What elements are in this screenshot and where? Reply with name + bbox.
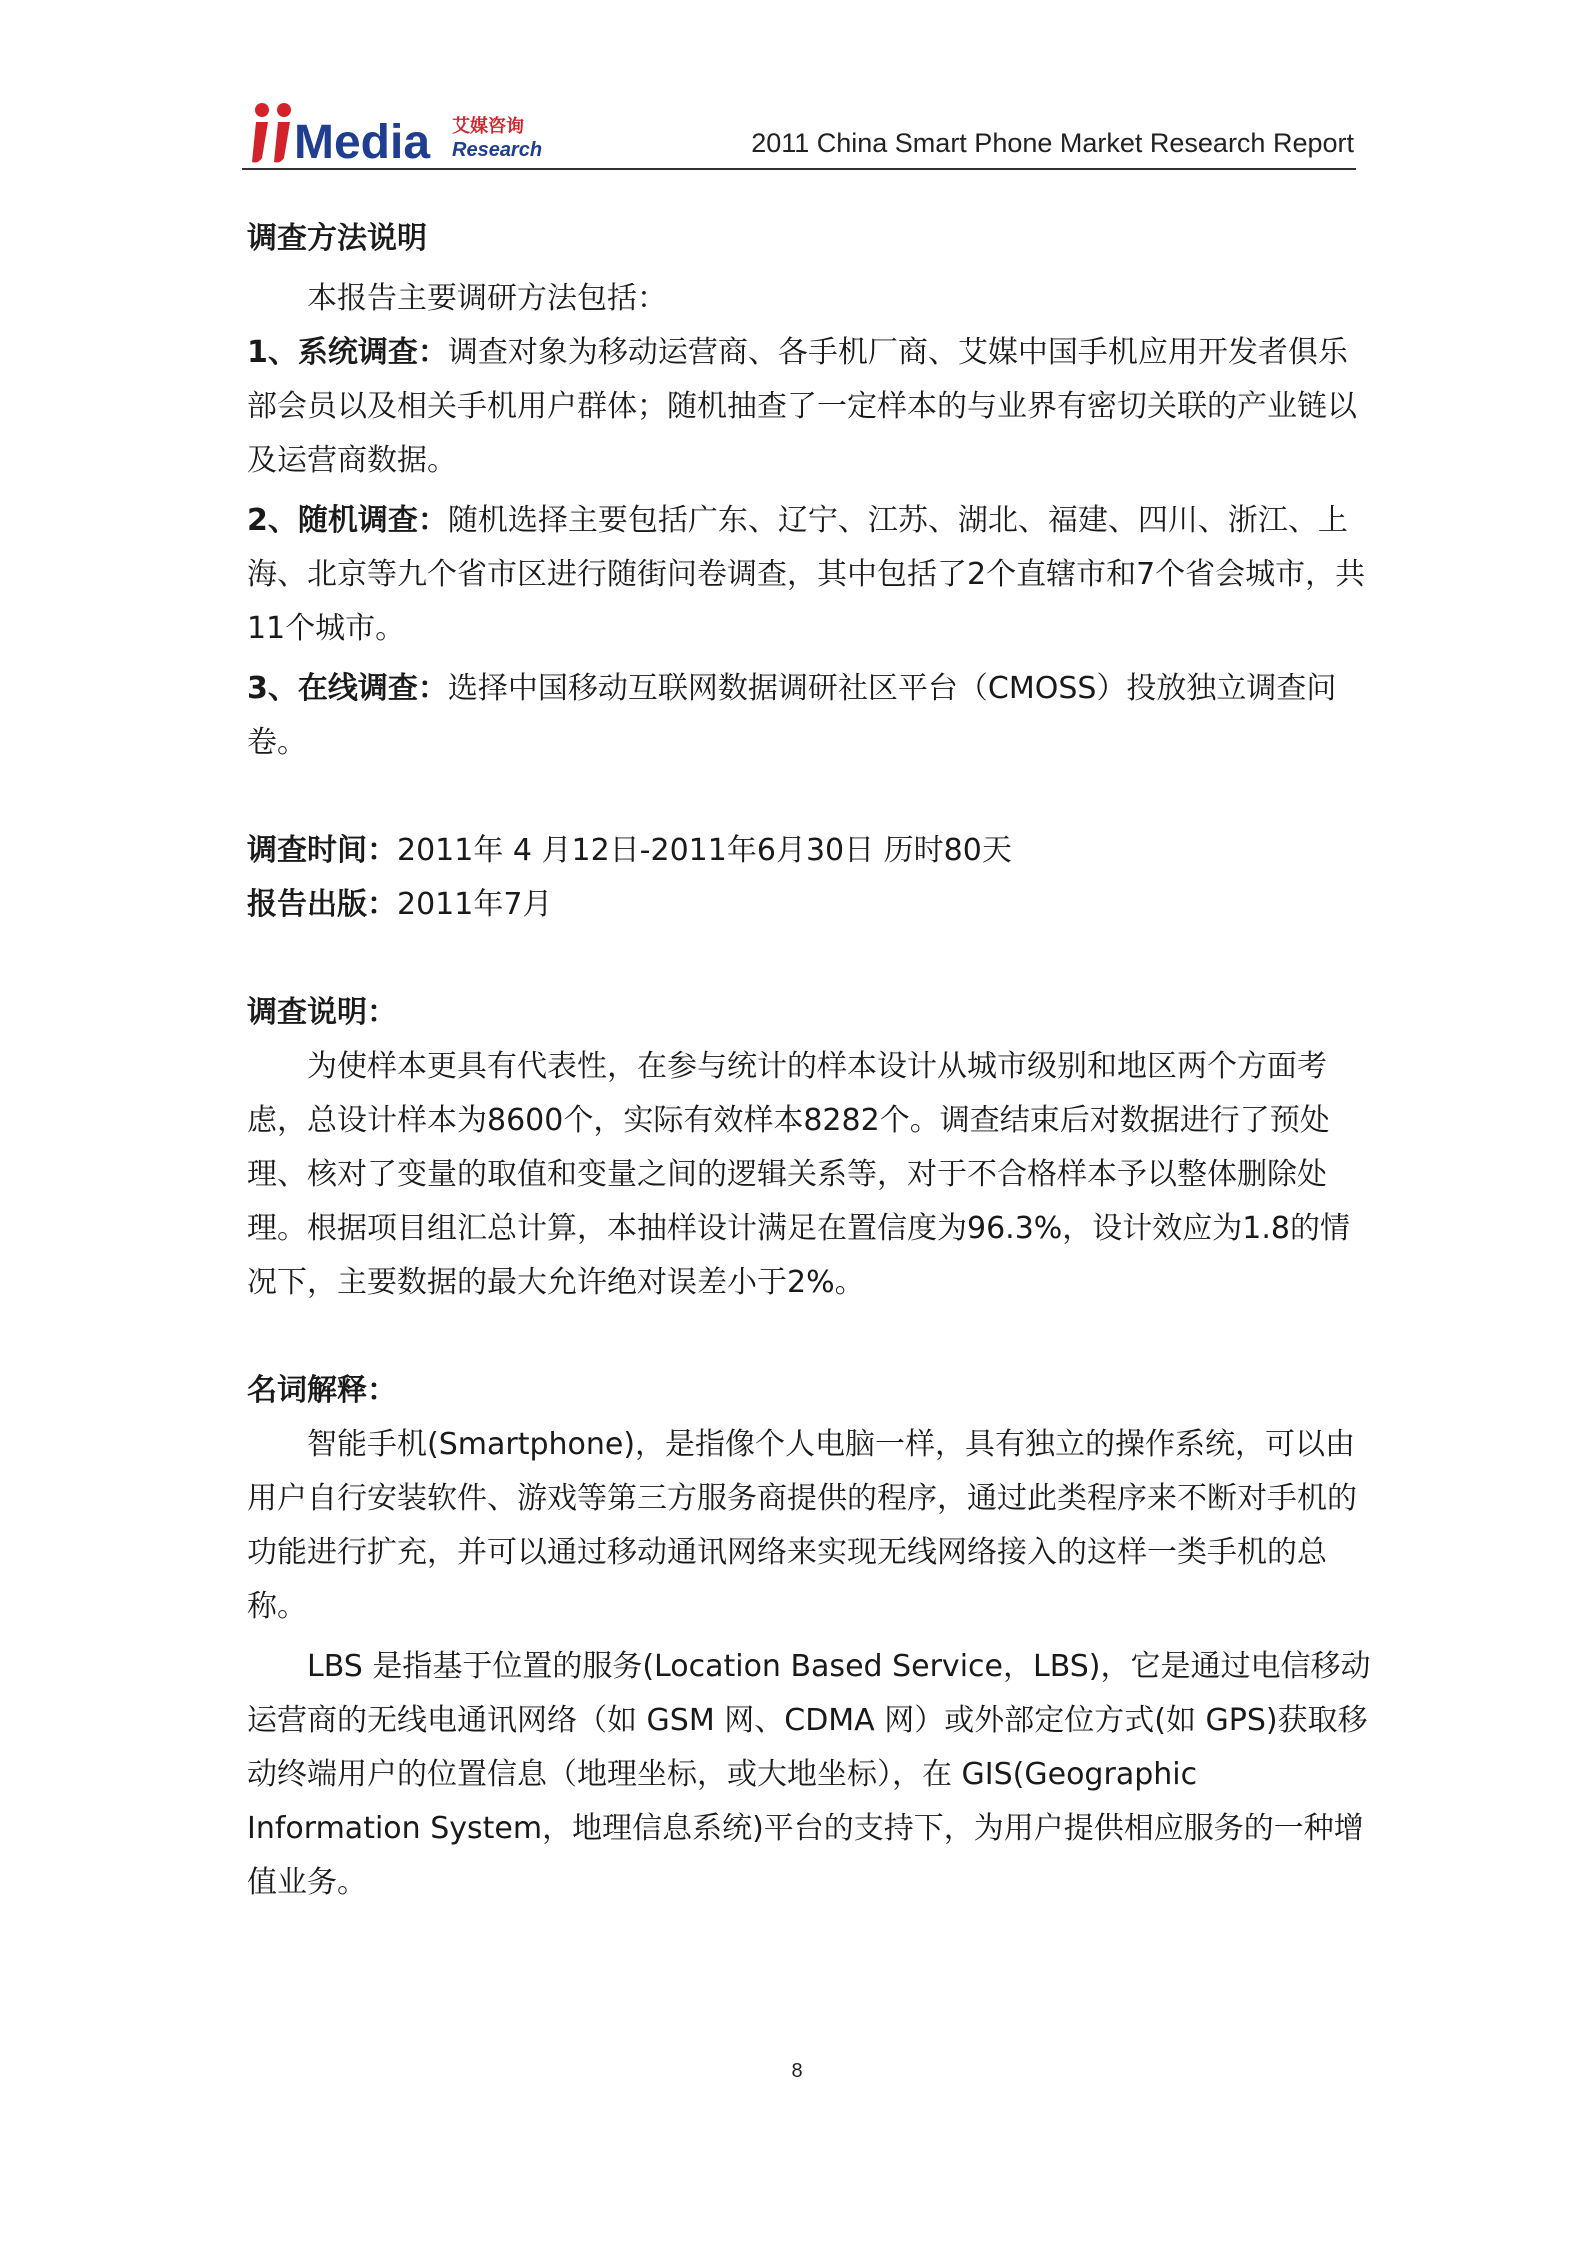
survey-notes-title: 调查说明： [247, 995, 397, 1030]
survey-time [247, 824, 1377, 878]
survey-notes-text: 为使样本更具有代表性，在参与统计的样本设计从城市级别和地区两个方面考虑，总设计样本为8600个，实际有效样本8282个。调查结束后对数据进行了预处理、核对了变量的取值和变量之间的逻辑关系等，对于不合格样本予以整体删除处理。根据项目组汇总计算，本抽样设计满足在置信度为96.3%，设计效应为1.8的情况下，主要数据的最大允许绝对误差小于2%。 [247, 1049, 1351, 1300]
survey-time-label: 调查时间： [247, 833, 397, 868]
publish-date [247, 878, 1377, 932]
method-item-text: 调查对象为移动运营商、各手机厂商、艾媒中国手机应用开发者俱乐部会员以及相关手机用户群体；随机抽查了一定样本的与业界有密切关联的产业链以及运营商数据。 [247, 335, 1357, 478]
svg-text:艾媒咨询: 艾媒咨询 [452, 116, 524, 137]
report-title: 2011 China Smart Phone Market Research Report [751, 128, 1354, 158]
glossary-title: 名词解释： [247, 1373, 397, 1408]
header-divider [242, 168, 1356, 170]
method-item-random [247, 494, 1377, 656]
publish-date-label: 报告出版： [247, 887, 397, 922]
page-content [247, 212, 1377, 1910]
glossary-lbs: LBS 是指基于位置的服务(Location Based Service，LBS)，它是通过电信移动运营商的无线电通讯网络（如 GSM 网、CDMA 网）或外部定位方式(如 GPS)获取移动终端用户的位置信息（地理坐标，或大地坐标），在 GIS(Geographic Information System，地理信息系统)平台的支持下，为用户提供相应服务的一种增值业务。 [247, 1649, 1371, 1900]
method-item-system [247, 326, 1377, 488]
page-header [242, 92, 1356, 170]
publish-date-value: 2011年7月 [397, 887, 553, 922]
survey-method-intro: 本报告主要调研方法包括： [307, 281, 667, 316]
method-item-text: 随机选择主要包括广东、辽宁、江苏、湖北、福建、四川、浙江、上海、北京等九个省市区进行随街问卷调查，其中包括了2个直辖市和7个省会城市，共11个城市。 [247, 503, 1366, 646]
survey-time-value: 2011年 4 月12日-2011年6月30日 历时80天 [397, 833, 1012, 868]
page-number: 8 [791, 2060, 803, 2082]
method-item-text: 选择中国移动互联网数据调研社区平台（CMOSS）投放独立调查问卷。 [247, 671, 1337, 760]
method-item-online [247, 662, 1377, 770]
method-item-label: 2、随机调查： [247, 503, 448, 538]
method-item-label: 1、系统调查： [247, 335, 448, 370]
iimedia-logo [250, 92, 570, 170]
svg-text:Media: Media [294, 116, 431, 169]
survey-method-title: 调查方法说明 [247, 221, 427, 256]
glossary-smartphone: 智能手机(Smartphone)，是指像个人电脑一样，具有独立的操作系统，可以由用户自行安装软件、游戏等第三方服务商提供的程序，通过此类程序来不断对手机的功能进行扩充，并可以通过移动通讯网络来实现无线网络接入的这样一类手机的总称。 [247, 1427, 1357, 1624]
svg-text:Research: Research [452, 139, 543, 161]
method-item-label: 3、在线调查： [247, 671, 448, 706]
